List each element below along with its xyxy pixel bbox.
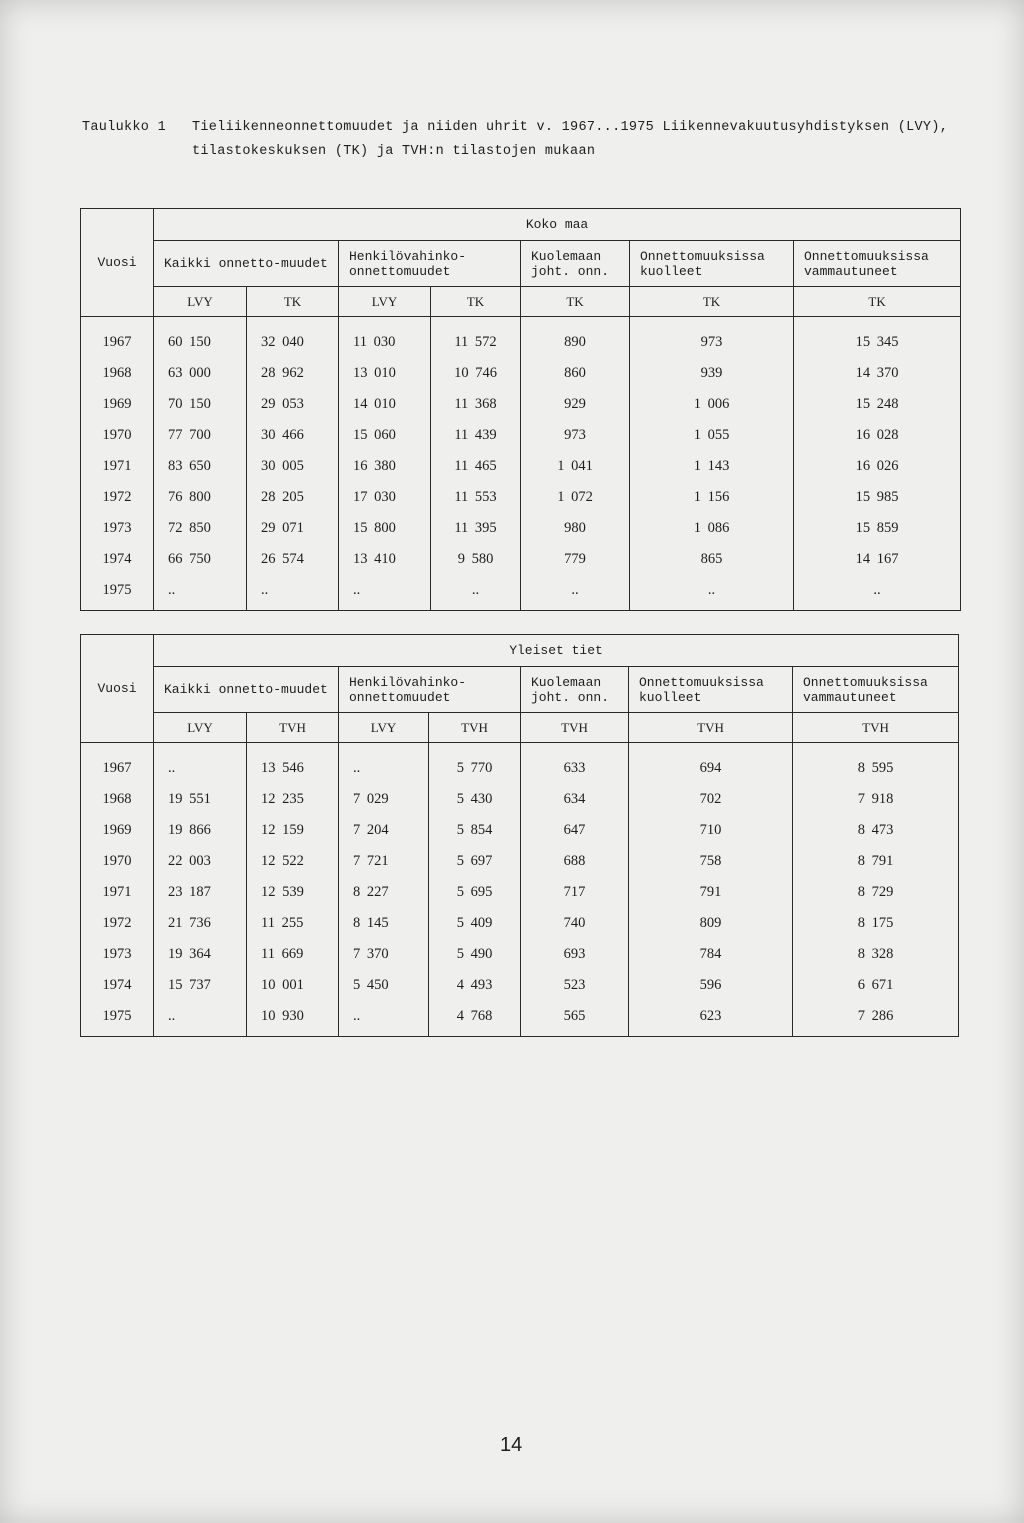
value-cell: 12 522: [247, 846, 339, 877]
value-cell: 12 159: [247, 815, 339, 846]
value-cell: ..: [339, 1001, 429, 1037]
value-cell: 809: [629, 908, 793, 939]
source-header: LVY: [154, 713, 247, 743]
value-cell: 21 736: [154, 908, 247, 939]
value-cell: ..: [630, 575, 794, 611]
table-body: [81, 317, 961, 611]
year-cell: 1972: [81, 482, 154, 513]
value-cell: 890: [521, 317, 630, 359]
group-header: Henkilövahinko-onnettomuudet: [339, 241, 521, 287]
table-row: [81, 877, 959, 908]
year-cell: 1967: [81, 743, 154, 785]
value-cell: 19 551: [154, 784, 247, 815]
value-cell: 30 005: [247, 451, 339, 482]
group-header: Kuolemaan joht. onn.: [521, 667, 629, 713]
value-cell: 15 248: [794, 389, 961, 420]
value-cell: 16 028: [794, 420, 961, 451]
value-cell: 7 286: [793, 1001, 959, 1037]
source-header: TVH: [793, 713, 959, 743]
value-cell: 70 150: [154, 389, 247, 420]
value-cell: 29 053: [247, 389, 339, 420]
year-cell: 1972: [81, 908, 154, 939]
table-row: [81, 358, 961, 389]
value-cell: 11 395: [431, 513, 521, 544]
value-cell: 1 143: [630, 451, 794, 482]
value-cell: 13 410: [339, 544, 431, 575]
value-cell: 60 150: [154, 317, 247, 359]
caption-text: Tieliikenneonnettomuudet ja niiden uhrit v. 1967...1975 Liikennevakuutusyhdistyksen (LVY), tilastokeskuksen (TK) ja TVH:n tilastojen mukaan: [192, 120, 949, 159]
value-cell: 83 650: [154, 451, 247, 482]
value-cell: 939: [630, 358, 794, 389]
value-cell: 1 156: [630, 482, 794, 513]
value-cell: 15 060: [339, 420, 431, 451]
value-cell: 11 439: [431, 420, 521, 451]
region-header: Yleiset tiet: [154, 635, 959, 667]
value-cell: 11 669: [247, 939, 339, 970]
value-cell: 15 345: [794, 317, 961, 359]
year-cell: 1973: [81, 513, 154, 544]
value-cell: 28 205: [247, 482, 339, 513]
value-cell: 693: [521, 939, 629, 970]
value-cell: 7 029: [339, 784, 429, 815]
region-header: Koko maa: [154, 209, 961, 241]
value-cell: 29 071: [247, 513, 339, 544]
value-cell: 5 450: [339, 970, 429, 1001]
value-cell: 12 235: [247, 784, 339, 815]
value-cell: 7 204: [339, 815, 429, 846]
value-cell: 791: [629, 877, 793, 908]
value-cell: ..: [431, 575, 521, 611]
value-cell: 8 145: [339, 908, 429, 939]
value-cell: 28 962: [247, 358, 339, 389]
value-cell: 10 746: [431, 358, 521, 389]
table-row: [81, 939, 959, 970]
value-cell: 11 465: [431, 451, 521, 482]
value-cell: 5 430: [429, 784, 521, 815]
table-row: [81, 544, 961, 575]
caption-label: Taulukko 1: [82, 120, 167, 135]
table-caption: [82, 116, 982, 159]
source-header: LVY: [339, 287, 431, 317]
value-cell: 14 370: [794, 358, 961, 389]
table-row: [81, 317, 961, 359]
value-cell: 5 490: [429, 939, 521, 970]
value-cell: 1 072: [521, 482, 630, 513]
value-cell: 973: [630, 317, 794, 359]
year-header: Vuosi: [81, 635, 154, 743]
value-cell: 14 167: [794, 544, 961, 575]
value-cell: 784: [629, 939, 793, 970]
year-cell: 1968: [81, 358, 154, 389]
value-cell: 523: [521, 970, 629, 1001]
value-cell: 8 791: [793, 846, 959, 877]
value-cell: 10 001: [247, 970, 339, 1001]
value-cell: ..: [154, 743, 247, 785]
source-header: TVH: [521, 713, 629, 743]
source-header: TVH: [247, 713, 339, 743]
value-cell: 710: [629, 815, 793, 846]
year-cell: 1971: [81, 451, 154, 482]
value-cell: 4 493: [429, 970, 521, 1001]
value-cell: 565: [521, 1001, 629, 1037]
year-header: Vuosi: [81, 209, 154, 317]
value-cell: 596: [629, 970, 793, 1001]
value-cell: 15 985: [794, 482, 961, 513]
table-row: [81, 908, 959, 939]
value-cell: 717: [521, 877, 629, 908]
value-cell: ..: [794, 575, 961, 611]
value-cell: 5 770: [429, 743, 521, 785]
value-cell: 688: [521, 846, 629, 877]
value-cell: ..: [339, 575, 431, 611]
value-cell: 1 086: [630, 513, 794, 544]
value-cell: 13 546: [247, 743, 339, 785]
value-cell: 11 368: [431, 389, 521, 420]
value-cell: 1 055: [630, 420, 794, 451]
table-row: [81, 846, 959, 877]
table-row: [81, 970, 959, 1001]
value-cell: 66 750: [154, 544, 247, 575]
source-header: TVH: [429, 713, 521, 743]
value-cell: 76 800: [154, 482, 247, 513]
value-cell: ..: [154, 1001, 247, 1037]
value-cell: 15 859: [794, 513, 961, 544]
year-cell: 1969: [81, 815, 154, 846]
table-row: [81, 1001, 959, 1037]
value-cell: 8 328: [793, 939, 959, 970]
value-cell: 9 580: [431, 544, 521, 575]
year-cell: 1975: [81, 575, 154, 611]
value-cell: 10 930: [247, 1001, 339, 1037]
table-row: [81, 513, 961, 544]
value-cell: ..: [521, 575, 630, 611]
value-cell: ..: [154, 575, 247, 611]
value-cell: 8 227: [339, 877, 429, 908]
value-cell: 16 026: [794, 451, 961, 482]
value-cell: 8 473: [793, 815, 959, 846]
value-cell: 11 572: [431, 317, 521, 359]
table-row: [81, 420, 961, 451]
value-cell: 929: [521, 389, 630, 420]
value-cell: 623: [629, 1001, 793, 1037]
value-cell: 1 041: [521, 451, 630, 482]
group-header: Kuolemaan joht. onn.: [521, 241, 630, 287]
year-cell: 1970: [81, 420, 154, 451]
value-cell: 72 850: [154, 513, 247, 544]
source-header: TK: [630, 287, 794, 317]
value-cell: 11 030: [339, 317, 431, 359]
year-cell: 1973: [81, 939, 154, 970]
year-cell: 1974: [81, 544, 154, 575]
table-row: [81, 482, 961, 513]
value-cell: ..: [247, 575, 339, 611]
year-cell: 1971: [81, 877, 154, 908]
table-koko-maa: [80, 208, 961, 611]
value-cell: 5 409: [429, 908, 521, 939]
table-row: [81, 815, 959, 846]
group-header: Onnettomuuksissa kuolleet: [630, 241, 794, 287]
value-cell: 63 000: [154, 358, 247, 389]
source-header: TK: [794, 287, 961, 317]
value-cell: 32 040: [247, 317, 339, 359]
value-cell: 740: [521, 908, 629, 939]
value-cell: 8 595: [793, 743, 959, 785]
value-cell: 16 380: [339, 451, 431, 482]
value-cell: 5 695: [429, 877, 521, 908]
value-cell: 8 729: [793, 877, 959, 908]
value-cell: 694: [629, 743, 793, 785]
value-cell: ..: [339, 743, 429, 785]
value-cell: 7 918: [793, 784, 959, 815]
value-cell: 15 737: [154, 970, 247, 1001]
source-header: LVY: [339, 713, 429, 743]
value-cell: 7 721: [339, 846, 429, 877]
group-header: Kaikki onnetto-muudet: [154, 241, 339, 287]
value-cell: 702: [629, 784, 793, 815]
year-cell: 1967: [81, 317, 154, 359]
value-cell: 1 006: [630, 389, 794, 420]
value-cell: 5 697: [429, 846, 521, 877]
page-number: 14: [500, 1434, 523, 1456]
value-cell: 634: [521, 784, 629, 815]
table-row: [81, 451, 961, 482]
value-cell: 12 539: [247, 877, 339, 908]
value-cell: 19 364: [154, 939, 247, 970]
value-cell: 860: [521, 358, 630, 389]
group-header: Kaikki onnetto-muudet: [154, 667, 339, 713]
table-yleiset-tiet: [80, 634, 959, 1037]
value-cell: 15 800: [339, 513, 431, 544]
value-cell: 22 003: [154, 846, 247, 877]
table-body: [81, 743, 959, 1037]
value-cell: 7 370: [339, 939, 429, 970]
value-cell: 8 175: [793, 908, 959, 939]
value-cell: 980: [521, 513, 630, 544]
source-header: LVY: [154, 287, 247, 317]
value-cell: 17 030: [339, 482, 431, 513]
value-cell: 30 466: [247, 420, 339, 451]
value-cell: 77 700: [154, 420, 247, 451]
value-cell: 5 854: [429, 815, 521, 846]
table-row: [81, 575, 961, 611]
year-cell: 1975: [81, 1001, 154, 1037]
source-header: TVH: [629, 713, 793, 743]
table-row: [81, 784, 959, 815]
source-header: TK: [521, 287, 630, 317]
value-cell: 973: [521, 420, 630, 451]
value-cell: 4 768: [429, 1001, 521, 1037]
value-cell: 865: [630, 544, 794, 575]
value-cell: 23 187: [154, 877, 247, 908]
table-row: [81, 743, 959, 785]
value-cell: 647: [521, 815, 629, 846]
value-cell: 779: [521, 544, 630, 575]
value-cell: 19 866: [154, 815, 247, 846]
year-cell: 1974: [81, 970, 154, 1001]
group-header: Onnettomuuksissa kuolleet: [629, 667, 793, 713]
value-cell: 633: [521, 743, 629, 785]
year-cell: 1969: [81, 389, 154, 420]
group-header: Onnettomuuksissa vammautuneet: [793, 667, 959, 713]
value-cell: 11 255: [247, 908, 339, 939]
value-cell: 13 010: [339, 358, 431, 389]
value-cell: 758: [629, 846, 793, 877]
group-header: Onnettomuuksissa vammautuneet: [794, 241, 961, 287]
year-cell: 1968: [81, 784, 154, 815]
value-cell: 26 574: [247, 544, 339, 575]
value-cell: 6 671: [793, 970, 959, 1001]
source-header: TK: [431, 287, 521, 317]
year-cell: 1970: [81, 846, 154, 877]
source-header: TK: [247, 287, 339, 317]
value-cell: 14 010: [339, 389, 431, 420]
table-row: [81, 389, 961, 420]
group-header: Henkilövahinko-onnettomuudet: [339, 667, 521, 713]
value-cell: 11 553: [431, 482, 521, 513]
